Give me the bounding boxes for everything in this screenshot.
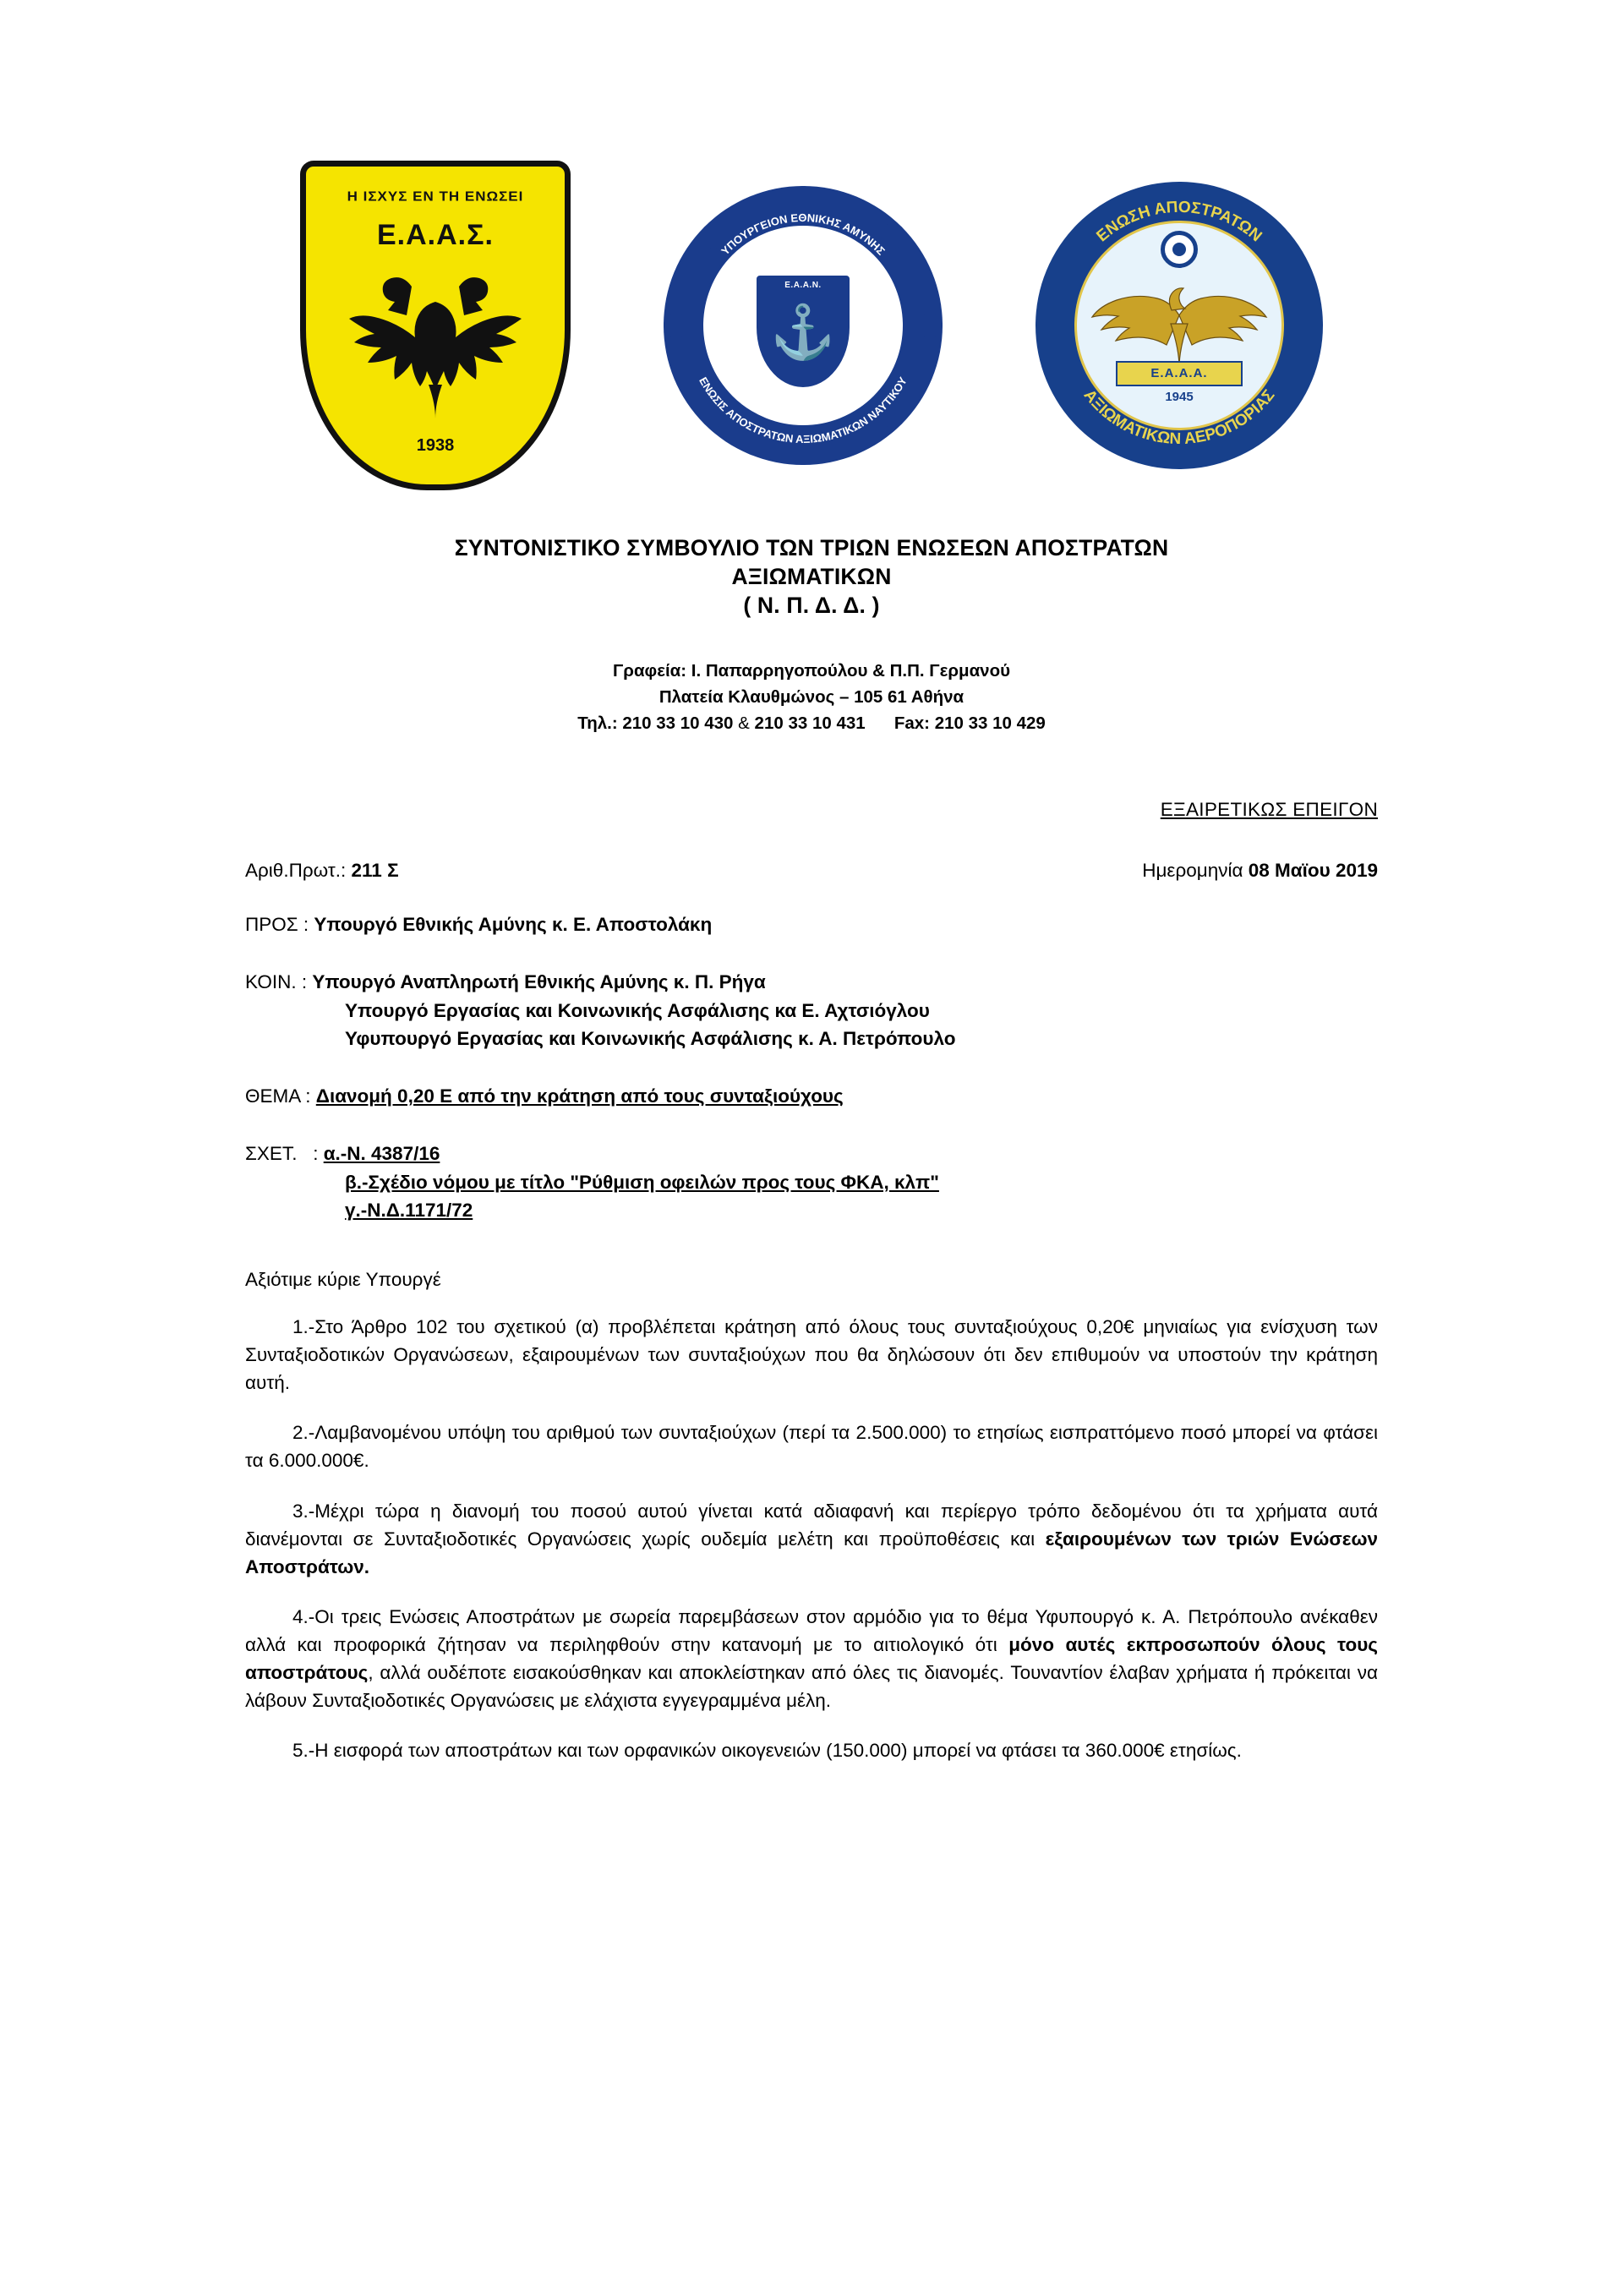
emphasis-text: εξαιρουμένων των τριών Ενώσεων Αποστράτων.: [245, 1528, 1378, 1577]
cc-extra-line: Υπουργό Εργασίας και Κοινωνικής Ασφάλισης κα Ε. Αχτσιόγλου: [345, 999, 930, 1021]
body-paragraph-1: [245, 1313, 1378, 1397]
emphasis-text: μόνο αυτές εκπροσωπούν όλους τους αποστράτους: [245, 1633, 1378, 1683]
navy-crest-label: Ε.Α.Α.Ν.: [784, 280, 822, 290]
organization-title: [245, 534, 1378, 620]
body-paragraph-3: [245, 1497, 1378, 1581]
svg-text:ΕΝΩΣΗ ΑΠΟΣΤΡΑΤΩΝ: ΕΝΩΣΗ ΑΠΟΣΤΡΑΤΩΝ: [1093, 198, 1265, 246]
reference-b: β.-Σχέδιο νόμου με τίτλο "Ρύθμιση οφειλών προς τους ΦΚΑ, κλπ": [345, 1171, 939, 1193]
recipient-field: [245, 910, 1378, 939]
svg-text:ΑΞΙΩΜΑΤΙΚΩΝ ΑΕΡΟΠΟΡΙΑΣ: ΑΞΙΩΜΑΤΙΚΩΝ ΑΕΡΟΠΟΡΙΑΣ: [1079, 386, 1279, 449]
roundel-icon: [1161, 231, 1198, 268]
cc-value: Υπουργό Αναπληρωτή Εθνικής Αμύνης κ. Π. Ρήγα: [312, 970, 766, 992]
references-extra-lines: [245, 1168, 1378, 1226]
body-text: 1.-Στο Άρθρο 102 του σχετικού (α) προβλέπεται κράτηση από όλους τους συνταξιούχους 0,20€ μηνιαίως για ενίσχυση των Συνταξιοδοτικών Οργανώσεων, εξαιρουμένων των συνταξιούχων που θα δηλώσουν ότι δεν επιθυμούν να υποστούν την κράτηση αυτή.: [245, 1316, 1378, 1394]
fax-number: Fax: 210 33 10 429: [893, 713, 1046, 734]
body-paragraph-4: [245, 1603, 1378, 1714]
ampersand-symbol: &: [738, 713, 750, 734]
svg-text:ΥΠΟΥΡΓΕΙΟΝ ΕΘΝΙΚΗΣ ΑΜΥΝΗΣ: ΥΠΟΥΡΓΕΙΟΝ ΕΘΝΙΚΗΣ ΑΜΥΝΗΣ: [719, 210, 888, 258]
eaas-shield-icon: [300, 161, 571, 490]
urgent-marker: ΕΞΑΙΡΕΤΙΚΩΣ ΕΠΕΙΓΟΝ: [1160, 799, 1378, 821]
cc-extra-lines: [245, 997, 1378, 1054]
shield-motto: Η ΙΣΧΥΣ ΕΝ ΤΗ ΕΝΩΣΕΙ: [347, 189, 524, 205]
references-label: ΣΧΕΤ. :: [245, 1142, 324, 1164]
phone-secondary: 210 33 10 431: [754, 713, 866, 734]
protocol-number: [245, 860, 399, 882]
logo-row: [245, 0, 1378, 490]
body-text: 5.-Η εισφορά των αποστράτων και των ορφανικών οικογενειών (150.000) μπορεί να φτάσει τα 360.000€ ετησίως.: [292, 1739, 1242, 1761]
title-line-1: ΣΥΝΤΟΝΙΣΤΙΚΟ ΣΥΜΒΟΥΛΙΟ ΤΩΝ ΤΡΙΩΝ ΕΝΩΣΕΩΝ ΑΠΟΣΤΡΑΤΩΝ: [454, 535, 1169, 560]
reference-c: γ.-Ν.Δ.1171/72: [345, 1200, 473, 1222]
document-date: [1142, 860, 1378, 882]
office-contact-line: [245, 710, 1378, 736]
airforce-association-logo: [1036, 182, 1323, 469]
subject-value: Διανομή 0,20 Ε από την κράτηση από τους συνταξιούχους: [315, 1085, 844, 1107]
document-meta-row: [245, 860, 1378, 882]
shield-acronym: Ε.Α.Α.Σ.: [377, 219, 494, 251]
recipient-label: ΠΡΟΣ :: [245, 914, 314, 936]
body-paragraph-5: [245, 1736, 1378, 1764]
svg-text:ΕΝΩΣΙΣ ΑΠΟΣΤΡΑΤΩΝ ΑΞΙΩΜΑΤΙΚΩΝ: ΕΝΩΣΙΣ ΑΠΟΣΤΡΑΤΩΝ ΑΞΙΩΜΑΤΙΚΩΝ ΝΑΥΤΙΚΟΥ: [697, 374, 910, 446]
subject-field: [245, 1082, 1378, 1111]
office-address-block: [245, 658, 1378, 736]
shield-year: 1938: [416, 436, 455, 455]
body-text: 4.-Οι τρεις Ενώσεις Αποστράτων με σωρεία παρεμβάσεων στον αρμόδιο για το θέμα Υφυπουργό κ. Α. Πετρόπουλο ανέκαθεν αλλά και προφορικά ζήτησαν να περιληφθούν στην κατανομή με το αιτιολογικό ότι: [245, 1605, 1378, 1655]
army-association-logo: [300, 161, 571, 490]
airforce-year: 1945: [1165, 390, 1194, 404]
navy-association-logo: [664, 186, 943, 465]
date-label: Ημερομηνία: [1142, 860, 1249, 882]
body-text: , αλλά ουδέποτε εισακούσθηκαν και αποκλείστηκαν από όλες τις διανομές. Τουναντίον έλαβαν χρήματα ή πρόκειται να λάβουν Συνταξιοδοτικές Οργανώσεις με ελάχιστα εγγεγραμμένα μέλη.: [245, 1661, 1378, 1711]
airforce-banner: Ε.Α.Α.Α.: [1116, 361, 1243, 386]
body-text: 3.-Μέχρι τώρα η διανομή του ποσού αυτού γίνεται κατά αδιαφανή και περίεργο τρόπο δεδομένου ότι τα χρήματα αυτά διανέμονται σε Συνταξιοδοτικές Οργανώσεις χωρίς ουδεμία μελέτη και προϋποθέσεις και: [245, 1500, 1378, 1550]
cc-label: ΚΟΙΝ. :: [245, 970, 313, 992]
body-text: 2.-Λαμβανομένου υπόψη του αριθμού των συνταξιούχων (περί τα 2.500.000) το ετησίως εισπραττόμενο ποσό μπορεί να φτάσει τα 6.000.000€.: [245, 1422, 1378, 1472]
body-paragraph-2: [245, 1419, 1378, 1474]
protocol-value: 211 Σ: [351, 860, 399, 882]
cc-extra-line: Υφυπουργό Εργασίας και Κοινωνικής Ασφάλισης κ. Α. Πετρόπουλο: [345, 1028, 956, 1050]
salutation: Αξιότιμε κύριε Υπουργέ: [245, 1269, 441, 1291]
subject-label: ΘΕΜΑ :: [245, 1085, 316, 1107]
svg-text:ΓΕΝΙΚΟΝ ΕΠΙΤΕΛΕΙΟΝ ΝΑΥΤΙΚΟΥ: ΓΕΝΙΚΟΝ ΕΠΙΤΕΛΕΙΟΝ ΝΑΥΤΙΚΟΥ: [724, 224, 882, 270]
eaaa-emblem-icon: [1036, 182, 1323, 469]
anchor-icon: ⚓: [770, 303, 836, 363]
protocol-label: Αριθ.Πρωτ.:: [245, 860, 352, 882]
office-line-1: Γραφεία: Ι. Παπαρρηγοπούλου & Π.Π. Γερμανού: [612, 660, 1011, 681]
title-line-2: ΑΞΙΩΜΑΤΙΚΩΝ: [731, 563, 892, 589]
references-field: [245, 1140, 1378, 1225]
phone-primary: Τηλ.: 210 33 10 430: [577, 713, 734, 734]
eaan-emblem-icon: [664, 186, 943, 465]
title-line-3: ( Ν. Π. Δ. Δ. ): [743, 592, 880, 618]
recipient-value: Υπουργό Εθνικής Αμύνης κ. Ε. Αποστολάκη: [314, 914, 713, 936]
office-line-2: Πλατεία Κλαυθμώνος – 105 61 Αθήνα: [658, 686, 965, 707]
double-headed-eagle-icon: [334, 258, 537, 427]
cc-field: [245, 968, 1378, 1053]
reference-a: α.-Ν. 4387/16: [323, 1142, 440, 1164]
date-value: 08 Μαϊου 2019: [1248, 860, 1378, 882]
